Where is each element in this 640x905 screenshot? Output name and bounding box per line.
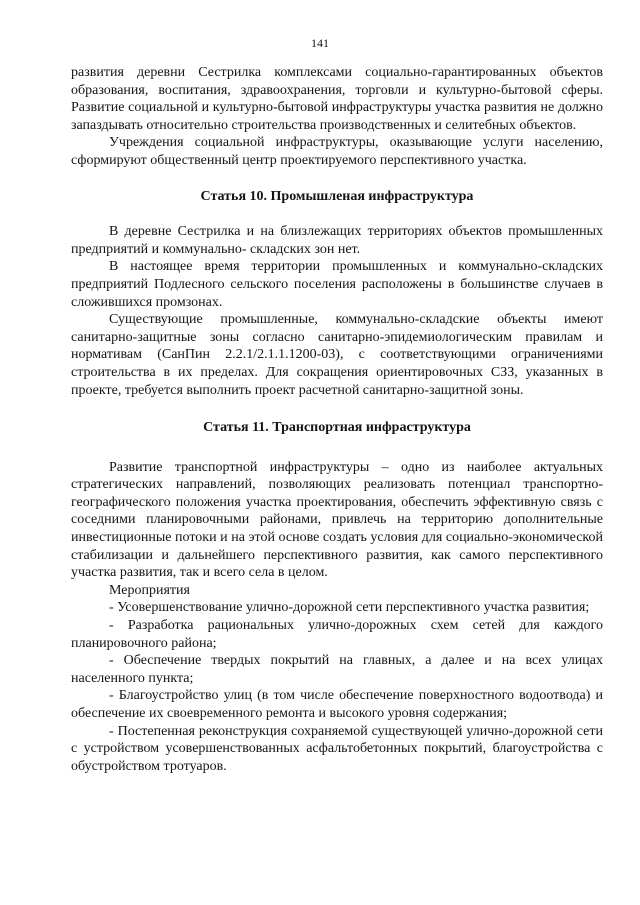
page-number: 141 <box>311 36 329 50</box>
intro-paragraph: развития деревни Сестрилка комплексами социально-гарантированных объектов образования, воспитания, здравоохранения, торговли и культурно-бытовой сферы. Развитие социальной и культурно-бытовой инфраструктуры участка развития не должно запаздывать относительно строительства производственных и селитебных объектов. <box>71 65 603 133</box>
article-10-heading: Статья 10. Промышленая инфраструктура <box>200 188 474 204</box>
measure-item: - Усовершенствование улично-дорожной сети перспективного участка развития; <box>109 600 590 616</box>
article-10-paragraph: В деревне Сестрилка и на близлежащих территориях объектов промышленных предприятий и коммунально- складских зон нет. <box>71 224 603 257</box>
measure-item: - Постепенная реконструкция сохраняемой существующей улично-дорожной сети с устройством усовершенствованных асфальтобетонных покрытий, благоустройства с обустройством тротуаров. <box>71 723 603 774</box>
measures-list <box>71 599 603 775</box>
article-10-heading-block <box>71 188 603 206</box>
article-10-paragraph: Существующие промышленные, коммунально-складские объекты имеют санитарно-защитные зоны согласно санитарно-эпидемиологическим правилам и нормативам (СанПин 2.2.1/2.1.1.1200-03), с соответствующими ограничениями строительства в их пределах. Для сокращения ориентировочных СЗЗ, указанных в проекте, требуется выполнить проект расчетной санитарно-защитной зоны. <box>71 312 603 398</box>
measure-item: - Разработка рациональных улично-дорожных схем сетей для каждого планировочного района; <box>71 618 603 651</box>
measure-item: - Благоустройство улиц (в том числе обеспечение поверхностного водоотвода) и обеспечение их своевременного ремонта и высокого уровня содержания; <box>71 688 603 721</box>
article-11-paragraph: Развитие транспортной инфраструктуры – одно из наиболее актуальных стратегических направлений, позволяющих реализовать потенциал транспортно-географического положения участка проектирования, обеспечить эффективную связь с соседними планировочными районами, привлечь на территорию дополнительные инвестиционные потоки и на этой основе создать условия для социально-экономической стабилизации и дальнейшего перспективного развития, как самого перспективного участка развития, так и всего села в целом. <box>71 459 603 581</box>
measure-item: - Обеспечение твердых покрытий на главных, а далее и на всех улицах населенного пункта; <box>71 653 603 686</box>
article-11-heading: Статья 11. Транспортная инфраструктура <box>203 420 471 436</box>
intro-paragraph: Учреждения социальной инфраструктуры, оказывающие услуги населению, сформируют общественный центр проектируемого перспективного участка. <box>71 135 603 168</box>
article-10-paragraph: В настоящее время территории промышленных и коммунально-складских предприятий Подлесного сельского поселения расположены в большинстве случаев в сложившихся промзонах. <box>71 259 603 310</box>
article-11-heading-block <box>71 419 603 437</box>
page-content <box>71 64 603 775</box>
measures-label: Мероприятия <box>109 582 190 598</box>
